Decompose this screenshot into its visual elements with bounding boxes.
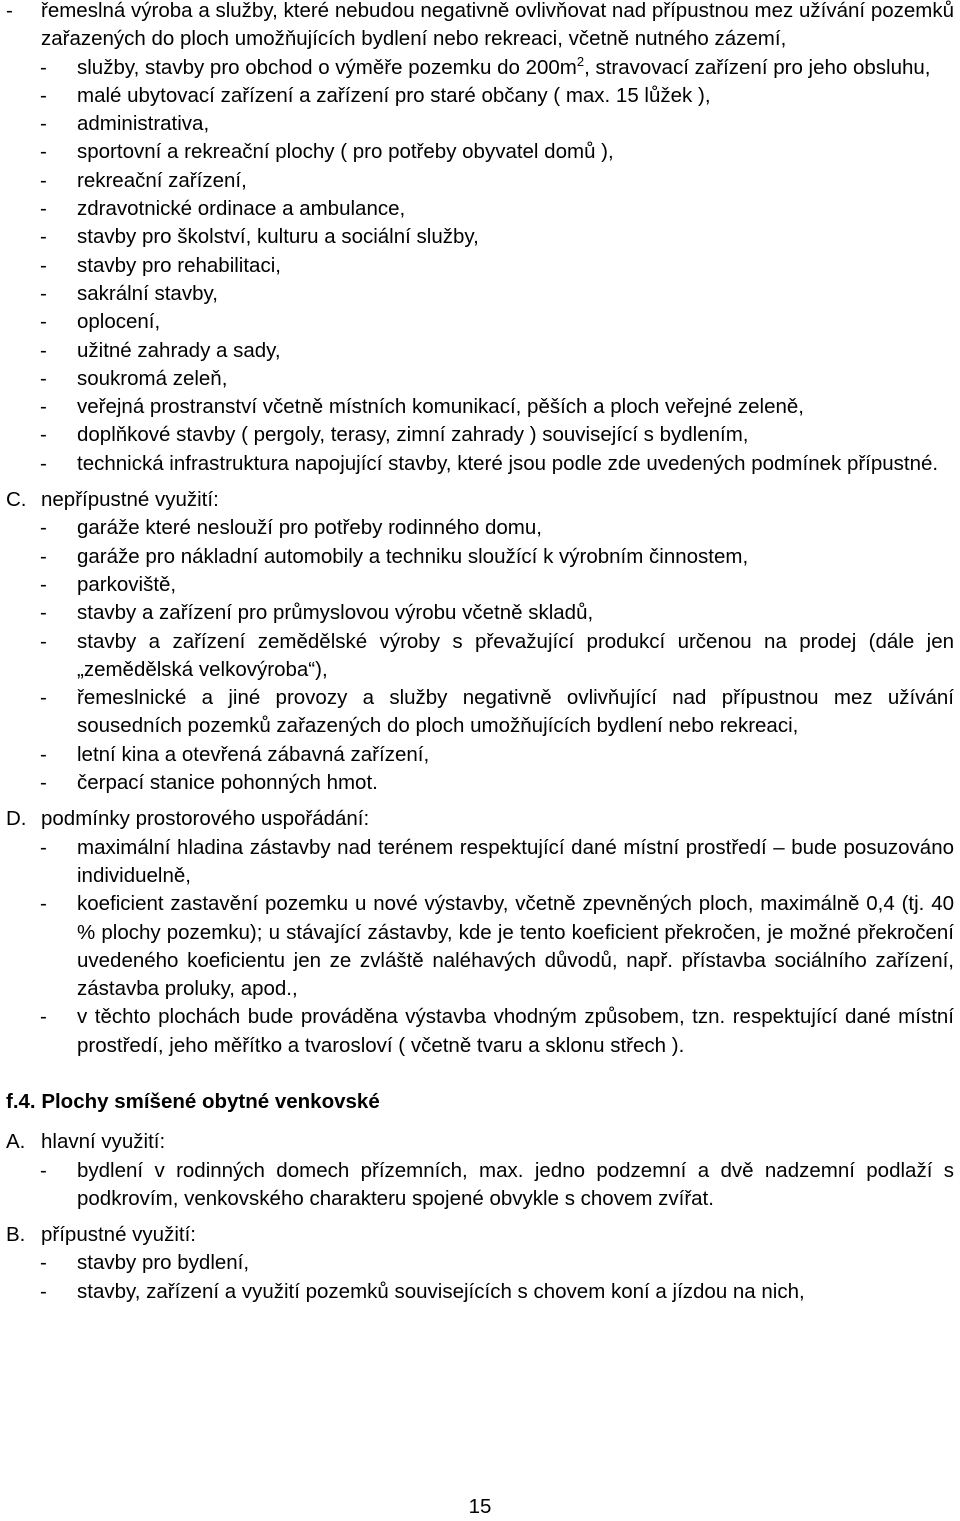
list-item-text: administrativa, — [77, 112, 210, 136]
section-heading-a — [0, 1128, 960, 1156]
list-dash: - — [40, 168, 47, 192]
list-dash: - — [40, 197, 47, 221]
list-item-text-main: služby, stavby pro obchod o výměře pozemku do 200m — [77, 55, 577, 79]
list-dash: - — [40, 55, 47, 79]
list-item — [0, 54, 960, 82]
list-item — [0, 308, 960, 336]
list-dash: - — [40, 601, 47, 625]
list-item — [0, 421, 960, 449]
list-item — [0, 195, 960, 223]
list-item-text: oplocení, — [77, 310, 161, 334]
list-item — [0, 167, 960, 195]
list-item — [0, 252, 960, 280]
list-item — [0, 223, 960, 251]
list-dash: - — [40, 140, 47, 164]
section-letter: C. — [6, 488, 27, 512]
list-dash: - — [40, 835, 47, 859]
list-item — [0, 514, 960, 542]
list-item — [0, 0, 960, 54]
list-dash: - — [40, 544, 47, 568]
list-item — [0, 82, 960, 110]
list-item-text: stavby a zařízení zemědělské výroby s převažující produkcí určenou na prodej (dále jen „zemědělská velkovýroba“), — [77, 629, 954, 681]
list-item-text: užitné zahrady a sady, — [77, 338, 281, 362]
list-item-text: koeficient zastavění pozemku u nové výstavby, včetně zpevněných ploch, maximálně 0,4 (tj. 40 % plochy pozemku); u stávající zástavby, kde je tento koeficient překročen, je možné překročení uvedeného koeficientu jen ze zvláště naléhavých důvodů, např. přístavba sociálního zařízení, zástavba proluky, apod., — [77, 892, 954, 1001]
list-item-text: čerpací stanice pohonných hmot. — [77, 771, 378, 795]
list-item-text: bydlení v rodinných domech přízemních, max. jedno podzemní a dvě nadzemní podlaží s podkrovím, venkovského charakteru spojené obvykle s chovem zvířat. — [77, 1158, 954, 1210]
list-item — [0, 571, 960, 599]
list-item — [0, 280, 960, 308]
list-item-text: letní kina a otevřená zábavná zařízení, — [77, 742, 430, 766]
list-item-text: technická infrastruktura napojující stavby, které jsou podle zde uvedených podmínek přípustné. — [77, 451, 939, 475]
list-item-text: doplňkové stavby ( pergoly, terasy, zimní zahrady ) související s bydlením, — [77, 423, 749, 447]
list-item-text: parkoviště, — [77, 572, 177, 596]
section-title: nepřípustné využití: — [41, 488, 219, 512]
page-number: 15 — [468, 1495, 492, 1518]
list-item — [0, 1249, 960, 1277]
list-item-text — [77, 54, 954, 82]
list-dash: - — [40, 112, 47, 136]
section-title: přípustné využití: — [41, 1223, 196, 1247]
list-item — [0, 769, 960, 797]
list-dash: - — [40, 83, 47, 107]
list-item-text: stavby pro bydlení, — [77, 1251, 250, 1275]
list-item — [0, 684, 960, 741]
list-dash: - — [6, 0, 13, 22]
section-title: podmínky prostorového uspořádání: — [41, 807, 370, 831]
list-item-text: stavby pro rehabilitaci, — [77, 253, 281, 277]
list-item — [0, 1003, 960, 1060]
list-item-text: maximální hladina zástavby nad terénem respektující dané místní prostředí – bude posuzováno individuelně, — [77, 835, 954, 887]
section-heading-d — [0, 805, 960, 833]
list-dash: - — [40, 281, 47, 305]
list-item — [0, 110, 960, 138]
chapter-heading: f.4. Plochy smíšené obytné venkovské — [6, 1089, 380, 1113]
list-dash: - — [40, 771, 47, 795]
section-letter: B. — [6, 1223, 26, 1247]
section-title: hlavní využití: — [41, 1130, 166, 1154]
list-dash: - — [40, 892, 47, 916]
list-item-text: garáže které neslouží pro potřeby rodinného domu, — [77, 516, 542, 540]
section-c-list — [0, 514, 960, 797]
list-dash: - — [40, 423, 47, 447]
list-item — [0, 1278, 960, 1306]
list-dash: - — [40, 742, 47, 766]
list-item — [0, 450, 960, 478]
list-dash: - — [40, 516, 47, 540]
list-dash: - — [40, 366, 47, 390]
list-item — [0, 890, 960, 1003]
list-dash: - — [40, 338, 47, 362]
list-dash: - — [40, 1005, 47, 1029]
superscript: 2 — [576, 53, 585, 69]
list-item-text: malé ubytovací zařízení a zařízení pro staré občany ( max. 15 lůžek ), — [77, 83, 711, 107]
list-item — [0, 834, 960, 891]
list-dash: - — [40, 686, 47, 710]
list-dash: - — [40, 395, 47, 419]
list-dash: - — [40, 1158, 47, 1182]
section-heading-c — [0, 486, 960, 514]
list-item-text: soukromá zeleň, — [77, 366, 228, 390]
list-dash: - — [40, 1251, 47, 1275]
list-dash: - — [40, 253, 47, 277]
list-item-text: řemeslná výroba a služby, které nebudou negativně ovlivňovat nad přípustnou mez užívání pozemků zařazených do ploch umožňujících bydlení nebo rekreaci, včetně nutného zázemí, — [41, 0, 954, 51]
list-item — [0, 628, 960, 685]
list-item-text: stavby a zařízení pro průmyslovou výrobu včetně skladů, — [77, 601, 594, 625]
section-d-list — [0, 834, 960, 1060]
list-item-text: sakrální stavby, — [77, 281, 218, 305]
section-letter: D. — [6, 807, 27, 831]
list-item-text: sportovní a rekreační plochy ( pro potřeby obyvatel domů ), — [77, 140, 614, 164]
list-item-text: stavby pro školství, kulturu a sociální služby, — [77, 225, 479, 249]
list-item — [0, 337, 960, 365]
list-dash: - — [40, 310, 47, 334]
list-item — [0, 365, 960, 393]
list-item-text: zdravotnické ordinace a ambulance, — [77, 197, 406, 221]
list-item-text: garáže pro nákladní automobily a techniku sloužící k výrobním činnostem, — [77, 544, 749, 568]
list-item — [0, 543, 960, 571]
list-item-text: rekreační zařízení, — [77, 168, 247, 192]
list-dash: - — [40, 629, 47, 653]
list-dash: - — [40, 1279, 47, 1303]
list-dash: - — [40, 451, 47, 475]
section-a-list — [0, 1157, 960, 1214]
list-item — [0, 393, 960, 421]
section-letter: A. — [6, 1130, 26, 1154]
list-item-text: stavby, zařízení a využití pozemků souvisejících s chovem koní a jízdou na nich, — [77, 1279, 805, 1303]
list-item — [0, 599, 960, 627]
list-item-text: řemeslnické a jiné provozy a služby negativně ovlivňující nad přípustnou mez užívání sousedních pozemků zařazených do ploch umožňujících bydlení nebo rekreaci, — [77, 686, 954, 738]
list-item-text: v těchto plochách bude prováděna výstavba vhodným způsobem, tzn. respektující dané místní prostředí, jeho měřítko a tvarosloví ( včetně tvaru a sklonu střech ). — [77, 1005, 954, 1057]
list-dash: - — [40, 225, 47, 249]
section-b-list — [0, 1249, 960, 1306]
list-dash: - — [40, 572, 47, 596]
list-item-text-rest: , stravovací zařízení pro jeho obsluhu, — [584, 55, 931, 79]
continuation-list — [0, 0, 960, 478]
section-heading-b — [0, 1221, 960, 1249]
list-item — [0, 1157, 960, 1214]
list-item-text: veřejná prostranství včetně místních komunikací, pěších a ploch veřejné zeleně, — [77, 395, 804, 419]
list-item — [0, 741, 960, 769]
list-item — [0, 138, 960, 166]
